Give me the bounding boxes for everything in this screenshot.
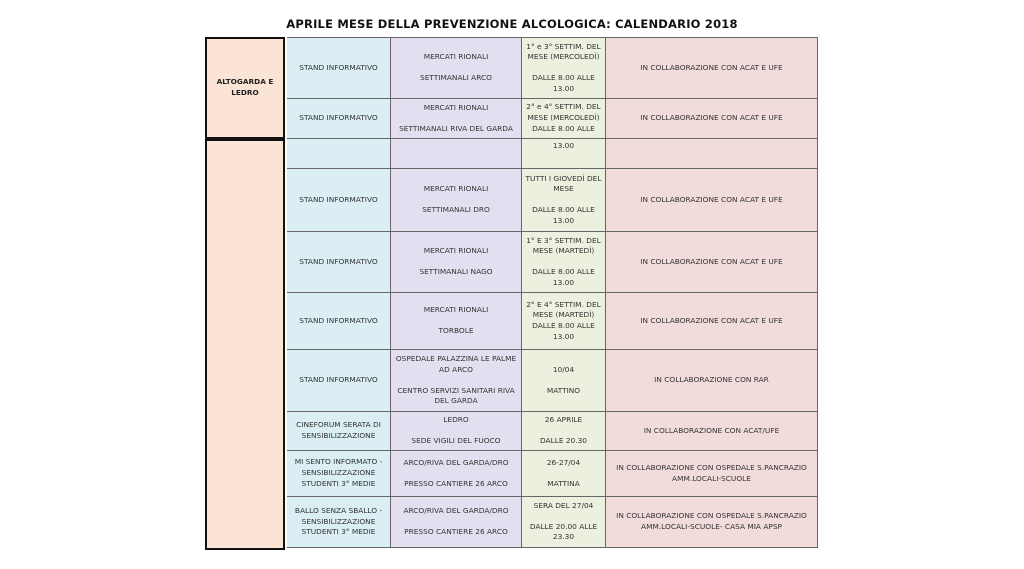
cell-text-line: LEDRO bbox=[443, 415, 469, 425]
place-cell bbox=[391, 497, 522, 548]
place-cell bbox=[391, 412, 522, 451]
date-cell bbox=[522, 232, 606, 293]
cell-text-line: MI SENTO INFORMATO - bbox=[294, 457, 383, 467]
cell-text-line: ARCO/RIVA DEL GARDA/DRO bbox=[403, 457, 509, 467]
region-label bbox=[217, 77, 274, 98]
cell-text-line: SENSIBILIZZAZIONE bbox=[301, 431, 376, 440]
cell-text-line: MESE (MERCOLEDÌ) bbox=[527, 113, 600, 123]
cell-text-line: ARCO/RIVA DEL GARDA/DRO bbox=[403, 506, 509, 516]
cell-text-line: TUTTI I GIOVEDÌ DEL bbox=[525, 173, 602, 183]
cell-text-line: 26-27/04 bbox=[546, 457, 581, 467]
cell-text-line: IN COLLABORAZIONE CON OSPEDALE S.PANCRAZIO bbox=[616, 511, 807, 521]
date-cell bbox=[522, 350, 606, 412]
cell-text-line: 2° e 4° SETTIM. DEL bbox=[526, 102, 601, 112]
cell-text-line: SERA DEL 27/04 bbox=[533, 500, 594, 510]
cell-text-line: 1° e 3° SETTIM. DEL bbox=[526, 41, 601, 51]
cell-text-line: TORBOLE bbox=[438, 326, 474, 335]
cell-text-line: MERCATI RIONALI bbox=[423, 305, 489, 315]
cell-text-line: MERCATI RIONALI bbox=[423, 102, 489, 112]
cell-text-line: MESE bbox=[553, 184, 574, 194]
cell-text-line: STUDENTI 3° MEDIE bbox=[301, 527, 376, 537]
place-cell bbox=[391, 99, 522, 139]
cell-text-line: IN COLLABORAZIONE CON ACAT E UFE bbox=[640, 256, 783, 266]
cell-text-line: MESE (MARTEDÌ) bbox=[532, 246, 595, 256]
cell-text-line: STAND INFORMATIVO bbox=[299, 62, 378, 72]
cell-text-line: SENSIBILIZZAZIONE bbox=[301, 516, 376, 526]
cell-text-line: MATTINO bbox=[546, 385, 581, 395]
cell-text-line: DALLE 20.30 bbox=[539, 436, 588, 445]
notes-cell bbox=[606, 293, 818, 350]
cell-text-line: 1° E 3° SETTIM. DEL bbox=[526, 235, 601, 245]
cell-text-line: 2° E 4° SETTIM. DEL bbox=[526, 299, 601, 309]
cell-text-line: SENSIBILIZZAZIONE bbox=[301, 468, 376, 478]
notes-cell bbox=[606, 451, 818, 497]
place-cell bbox=[391, 169, 522, 232]
cell-text-line: 13.00 bbox=[552, 83, 575, 93]
cell-text-line: MERCATI RIONALI bbox=[423, 184, 489, 194]
cell-text-line: STUDENTI 3° MEDIE bbox=[301, 478, 376, 488]
cell-text-line: PRESSO CANTIERE 26 ARCO bbox=[404, 527, 508, 536]
cell-text-line: MERCATI RIONALI bbox=[423, 52, 489, 62]
region-label-line: LEDRO bbox=[231, 88, 259, 97]
cell-text-line: DALLE 8.00 ALLE bbox=[532, 321, 595, 330]
cell-text-line: AMM.LOCALI-SCUOLE- CASA MIA APSP bbox=[641, 522, 782, 531]
cell-text-line: DALLE 8.00 ALLE bbox=[532, 205, 595, 214]
cell-text-line: STAND INFORMATIVO bbox=[299, 315, 378, 325]
notes-cell bbox=[606, 412, 818, 451]
cell-text-line: SETTIMANALI RIVA DEL GARDA bbox=[399, 123, 513, 133]
date-cell bbox=[522, 412, 606, 451]
cell-text-line: IN COLLABORAZIONE CON OSPEDALE S.PANCRAZIO bbox=[616, 462, 807, 472]
cell-text-line: STAND INFORMATIVO bbox=[299, 256, 378, 266]
cell-text-line: 10/04 bbox=[552, 364, 575, 374]
cell-text-line: STAND INFORMATIVO bbox=[299, 194, 378, 204]
date-cell bbox=[522, 139, 606, 169]
cell-text-line: STAND INFORMATIVO bbox=[299, 113, 378, 123]
cell-text-line: 26 APRILE bbox=[544, 415, 583, 425]
date-cell bbox=[522, 451, 606, 497]
activity-cell bbox=[287, 99, 391, 139]
cell-text-line: STAND INFORMATIVO bbox=[299, 375, 378, 385]
cell-text-line: MESE (MARTEDÌ) bbox=[532, 310, 595, 320]
cell-text-line: CINEFORUM SERATA DI bbox=[296, 420, 381, 430]
cell-text-line: PRESSO CANTIERE 26 ARCO bbox=[404, 478, 508, 488]
cell-text-line: DALLE 8.00 ALLE bbox=[532, 267, 595, 276]
notes-cell bbox=[606, 232, 818, 293]
cell-text-line: DALLE 20.00 ALLE bbox=[529, 521, 598, 531]
activity-cell bbox=[287, 37, 391, 99]
notes-cell bbox=[606, 497, 818, 548]
activity-cell bbox=[287, 350, 391, 412]
cell-text-line: DALLE 8.00 ALLE bbox=[532, 123, 595, 133]
activity-cell bbox=[287, 139, 391, 169]
cell-text-line: MESE (MERCOLEDÌ) bbox=[527, 52, 600, 62]
date-cell bbox=[522, 37, 606, 99]
cell-text-line: 13.00 bbox=[552, 141, 575, 150]
cell-text-line: IN COLLABORAZIONE CON ACAT E UFE bbox=[640, 194, 783, 204]
place-cell bbox=[391, 350, 522, 412]
notes-cell bbox=[606, 169, 818, 232]
cell-text-line: SETTIMANALI NAGO bbox=[419, 267, 493, 276]
region-label-line: ALTOGARDA E bbox=[216, 77, 274, 87]
date-cell bbox=[522, 99, 606, 139]
cell-text-line: DEL GARDA bbox=[434, 396, 478, 406]
cell-text-line: 13.00 bbox=[552, 277, 575, 287]
cell-text-line: 23.30 bbox=[552, 532, 575, 542]
date-cell bbox=[522, 169, 606, 232]
cell-text-line: MERCATI RIONALI bbox=[423, 246, 489, 256]
activity-cell bbox=[287, 293, 391, 350]
cell-text-line: BALLO SENZA SBALLO - bbox=[294, 505, 383, 515]
cell-text-line: IN COLLABORAZIONE CON ACAT E UFE bbox=[640, 315, 783, 325]
activity-cell bbox=[287, 451, 391, 497]
cell-text-line: CENTRO SERVIZI SANITARI RIVA bbox=[397, 385, 515, 395]
place-cell bbox=[391, 37, 522, 99]
notes-cell bbox=[606, 139, 818, 169]
cell-text-line: IN COLLABORAZIONE CON ACAT E UFE bbox=[640, 62, 783, 72]
cell-text-line: SETTIMANALI DRO bbox=[422, 205, 490, 214]
activity-cell bbox=[287, 232, 391, 293]
cell-text-line: MATTINA bbox=[547, 478, 580, 488]
cell-text-line: DALLE 8.00 ALLE bbox=[532, 73, 595, 82]
activity-cell bbox=[287, 412, 391, 451]
cell-text-line: SEDE VIGILI DEL FUOCO bbox=[411, 436, 501, 445]
place-cell bbox=[391, 139, 522, 169]
cell-text-line: AD ARCO bbox=[439, 364, 473, 374]
cell-text-line: 13.00 bbox=[552, 215, 575, 225]
page-title: APRILE MESE DELLA PREVENZIONE ALCOLOGICA: CALENDARIO 2018 bbox=[286, 17, 738, 31]
place-cell bbox=[391, 232, 522, 293]
cell-text-line: AMM.LOCALI-SCUOLE bbox=[672, 473, 751, 483]
cell-text-line: 13.00 bbox=[552, 331, 575, 341]
region-cell bbox=[205, 37, 285, 139]
place-cell bbox=[391, 451, 522, 497]
date-cell bbox=[522, 293, 606, 350]
cell-text-line: SETTIMANALI ARCO bbox=[420, 73, 492, 82]
cell-text-line: OSPEDALE PALAZZINA LE PALME bbox=[395, 354, 517, 364]
activity-cell bbox=[287, 169, 391, 232]
place-cell bbox=[391, 293, 522, 350]
notes-cell bbox=[606, 37, 818, 99]
cell-text-line: IN COLLABORAZIONE CON RAR bbox=[654, 375, 769, 385]
region-cell bbox=[205, 139, 285, 550]
notes-cell bbox=[606, 99, 818, 139]
activity-cell bbox=[287, 497, 391, 548]
cell-text-line: IN COLLABORAZIONE CON ACAT E UFE bbox=[640, 113, 783, 123]
notes-cell bbox=[606, 350, 818, 412]
cell-text-line: IN COLLABORAZIONE CON ACAT/UFE bbox=[643, 425, 780, 435]
date-cell bbox=[522, 497, 606, 548]
